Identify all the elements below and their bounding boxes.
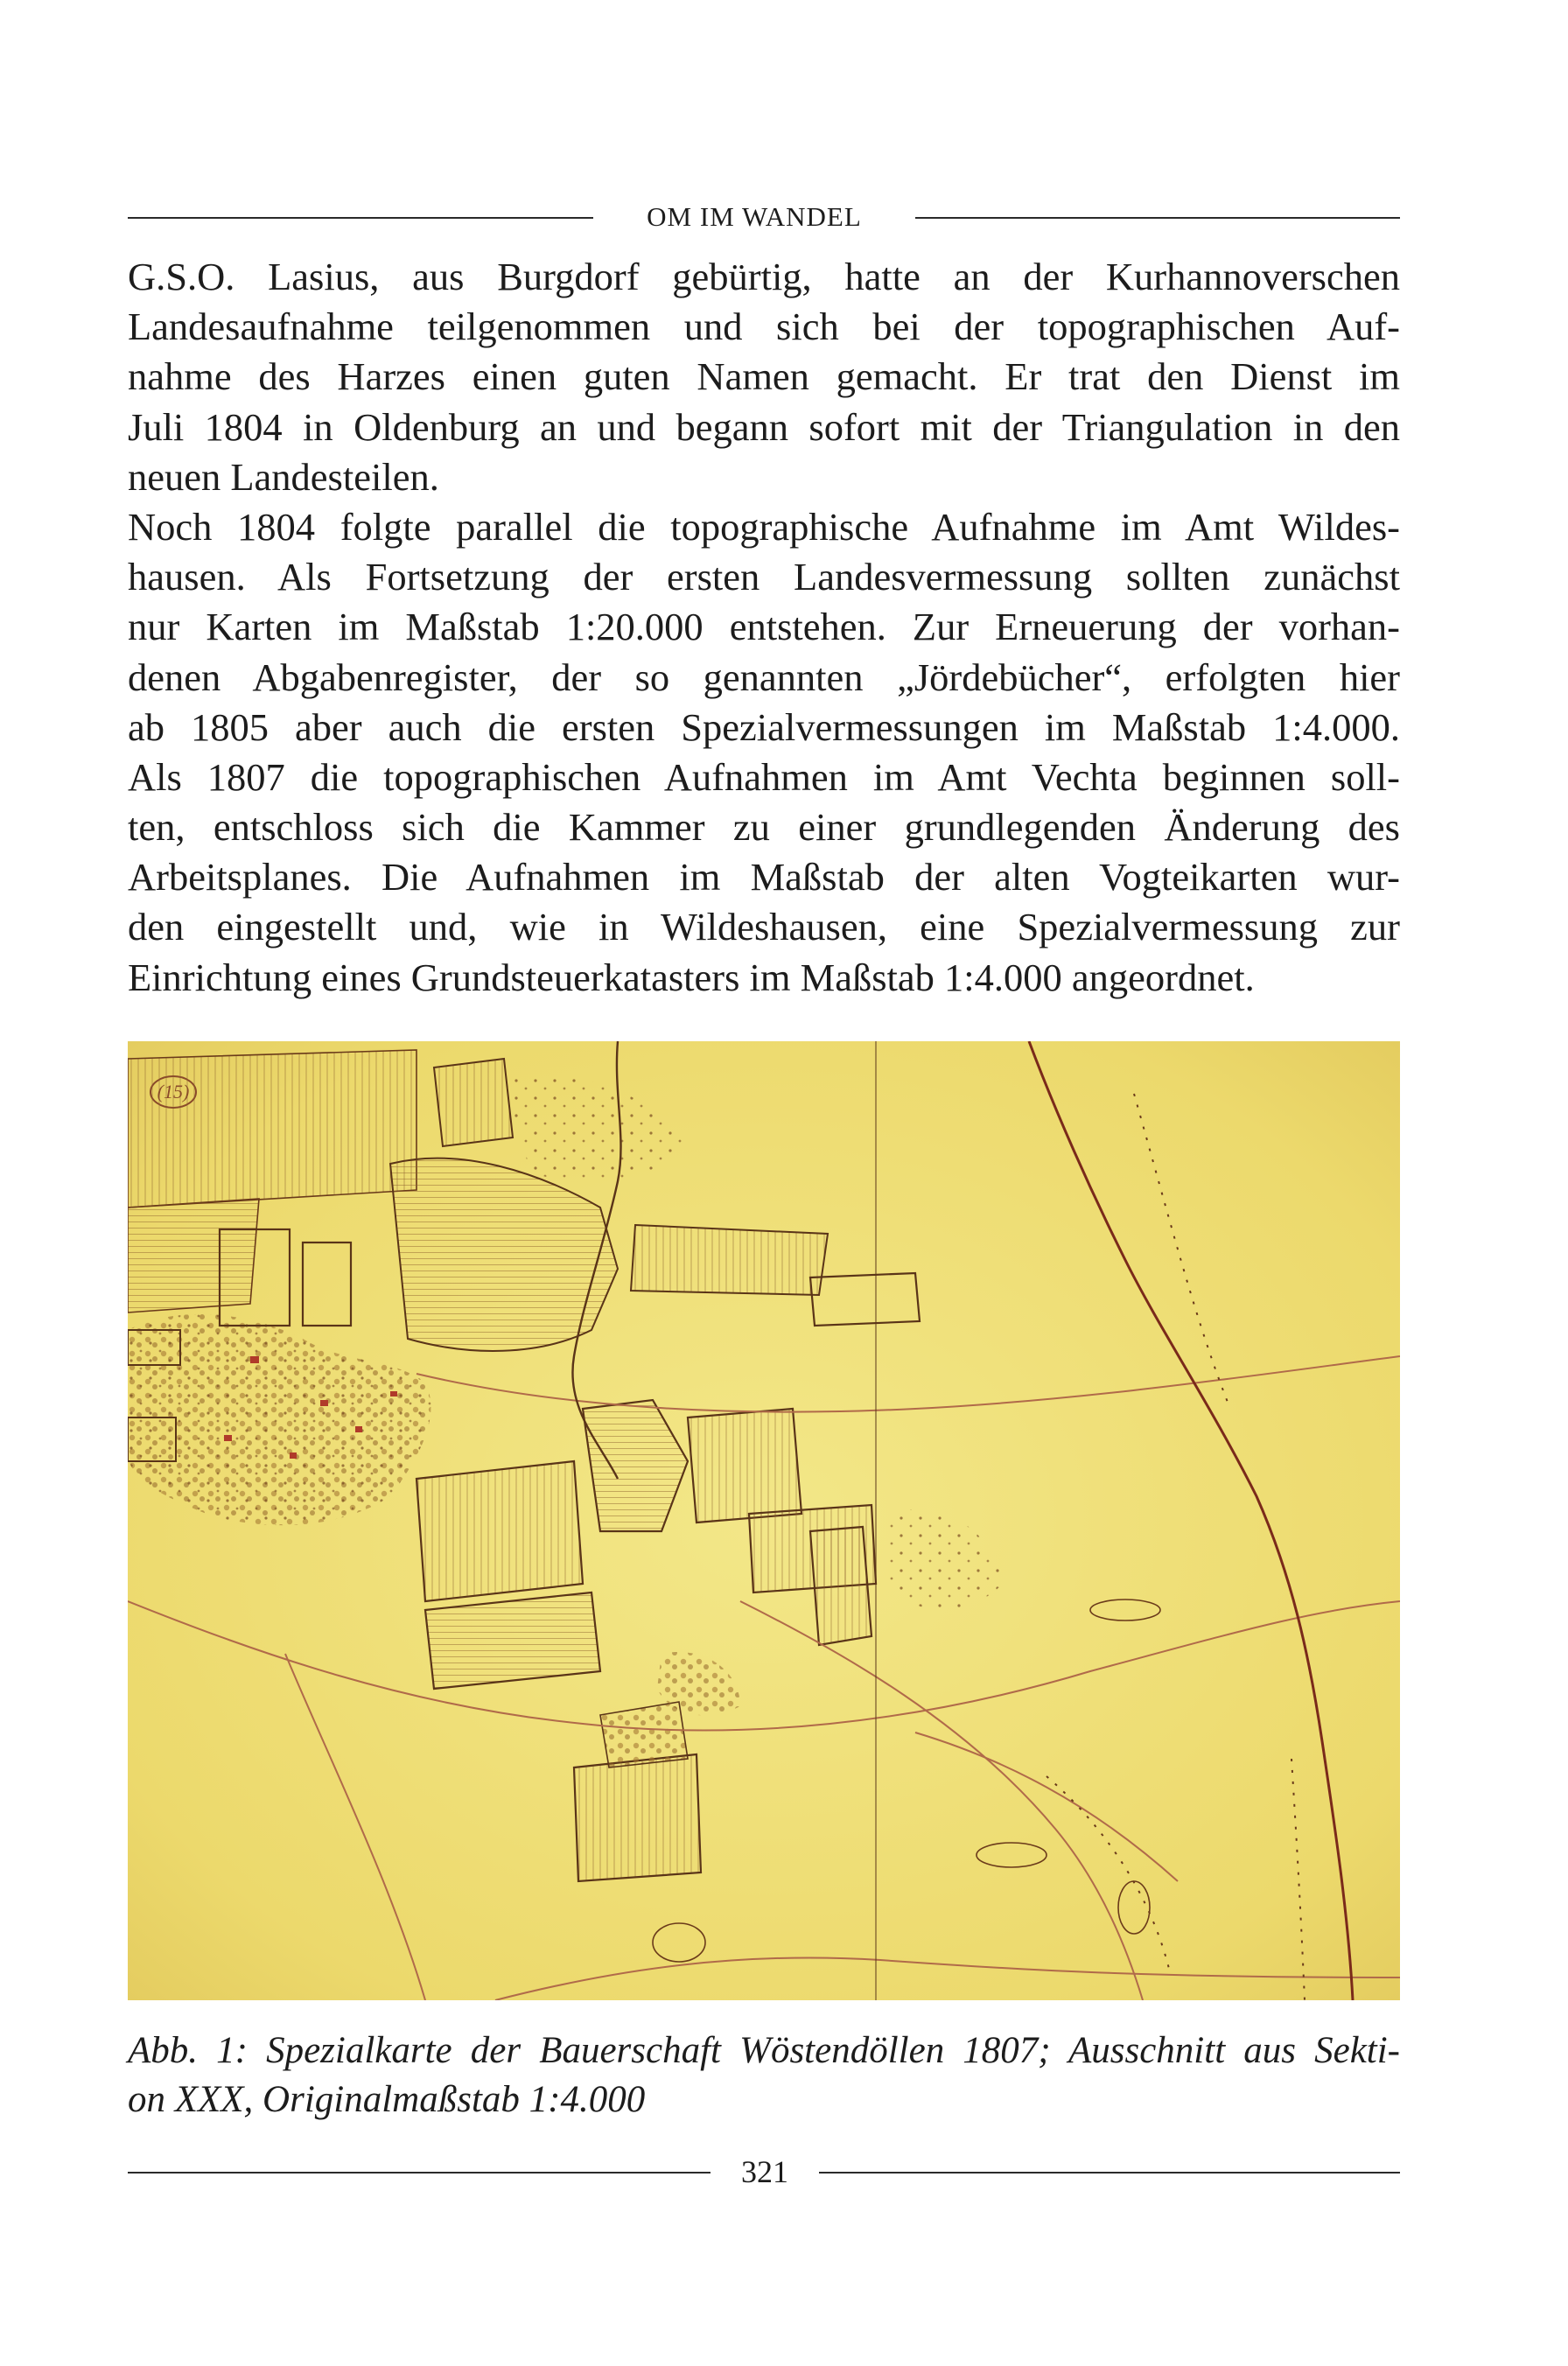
body-line: denen Abgabenregister, der so genannten „Jördebücher“, erfolgten hier bbox=[128, 654, 1400, 699]
running-header bbox=[128, 196, 1400, 238]
historic-cadastral-map bbox=[128, 1041, 1400, 2000]
body-line: hausen. Als Fortsetzung der ersten Landesvermessung sollten zunächst bbox=[128, 555, 1400, 599]
body-line: ab 1805 aber auch die ersten Spezialvermessungen im Maßstab 1:4.000. bbox=[128, 704, 1400, 749]
body-line: Arbeitsplanes. Die Aufnahmen im Maßstab der alten Vogteikarten wur- bbox=[128, 855, 1400, 900]
body-text bbox=[128, 252, 1400, 1003]
body-line: neuen Landesteilen. bbox=[128, 454, 439, 499]
body-line: nahme des Harzes einen guten Namen gemacht. Er trat den Dienst im bbox=[128, 354, 1400, 399]
body-line: Juli 1804 in Oldenburg an und begann sofort mit der Triangulation in den bbox=[128, 404, 1400, 449]
header-rule-left bbox=[128, 217, 593, 219]
body-line: Landesaufnahme teilgenommen und sich bei der topographischen Auf- bbox=[128, 304, 1400, 349]
header-rule-right bbox=[915, 217, 1400, 219]
body-line: G.S.O. Lasius, aus Burgdorf gebürtig, hatte an der Kurhannoverschen bbox=[128, 255, 1400, 298]
figure-caption bbox=[128, 2026, 1400, 2124]
body-line: den eingestellt und, wie in Wildeshausen, eine Spezialvermessung zur bbox=[128, 905, 1400, 949]
caption-line: on XXX, Originalmaßstab 1:4.000 bbox=[128, 2079, 646, 2120]
caption-line: Abb. 1: Spezialkarte der Bauerschaft Wöstendöllen 1807; Ausschnitt aus Sekti- bbox=[128, 2030, 1400, 2071]
page-number: 321 bbox=[741, 2154, 788, 2189]
map-drawing bbox=[128, 1041, 1400, 2000]
running-title: OM IM WANDEL bbox=[647, 201, 862, 232]
body-line: Einrichtung eines Grundsteuerkatasters im Maßstab 1:4.000 angeordnet. bbox=[128, 955, 1255, 999]
body-line: nur Karten im Maßstab 1:20.000 entstehen. Zur Erneuerung der vorhan- bbox=[128, 605, 1400, 649]
body-line: ten, entschloss sich die Kammer zu einer grundlegenden Änderung des bbox=[128, 805, 1400, 850]
body-line: Noch 1804 folgte parallel die topographische Aufnahme im Amt Wildes- bbox=[128, 504, 1400, 549]
page-footer bbox=[128, 2147, 1400, 2196]
footer-rule-left bbox=[128, 2172, 710, 2174]
footer-rule-right bbox=[819, 2172, 1400, 2174]
body-line: Als 1807 die topographischen Aufnahmen im Amt Vechta beginnen soll- bbox=[128, 754, 1400, 799]
